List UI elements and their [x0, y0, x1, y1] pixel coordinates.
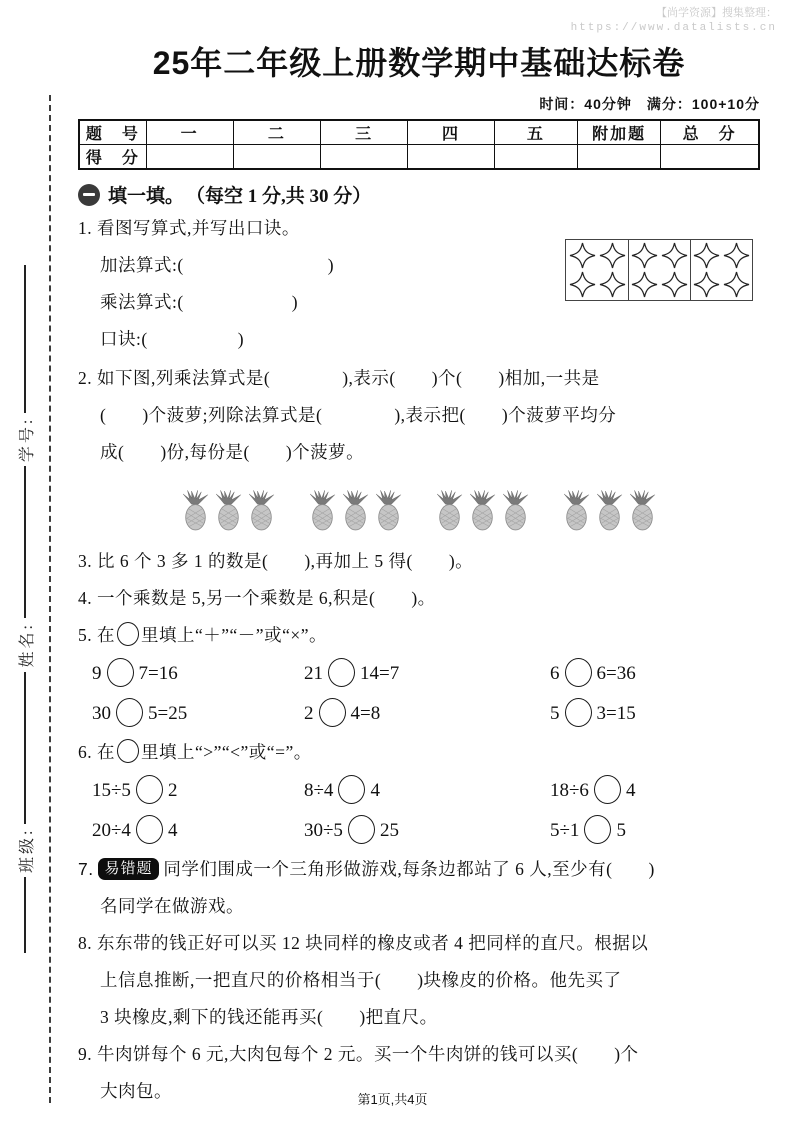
score-table-header-row	[79, 120, 759, 145]
section-one-circle-icon	[78, 184, 100, 206]
pineapple-icon	[562, 481, 591, 539]
question-5	[78, 617, 760, 654]
equation: 30÷5 25	[304, 811, 550, 851]
question-2-line1: 2. 如下图,列乘法算式是( ),表示( )个( )相加,一共是	[78, 368, 600, 388]
answer-circle-icon	[348, 815, 375, 844]
pineapple-group	[562, 481, 657, 539]
col-total: 总 分	[661, 120, 759, 145]
answer-circle-icon	[594, 775, 621, 804]
score-table-score-row	[79, 145, 759, 170]
pineapple-icon	[628, 481, 657, 539]
equation: 15÷5 2	[92, 771, 304, 811]
fill-circle-icon	[117, 622, 139, 646]
equation: 2 4=8	[304, 694, 550, 734]
question-7-line2: 名同学在做游戏。	[100, 896, 244, 916]
star-icon	[723, 271, 750, 298]
star-icon	[569, 271, 596, 298]
pineapple-icon	[501, 481, 530, 539]
student-id-blank-line	[24, 466, 26, 618]
question-6	[78, 734, 760, 771]
watermark-url: https://www.datalists.cn	[570, 22, 777, 34]
col-two: 二	[233, 120, 321, 145]
answer-circle-icon	[319, 698, 346, 727]
exam-page	[78, 8, 760, 1110]
student-info-sidebar	[6, 95, 44, 1103]
q6-suffix: 里填上“>”“<”或“=”。	[141, 742, 312, 762]
score-label-cell: 得 分	[79, 145, 146, 170]
page-footer: 第1页,共4页	[357, 1092, 428, 1107]
star-cell	[690, 240, 752, 300]
q5-equations-row2	[78, 694, 760, 734]
q5-suffix: 里填上“＋”“－”或“×”。	[141, 625, 327, 645]
time-score-meta: 时间：40分钟 满分：100+10分	[539, 96, 760, 112]
error-prone-badge: 易错题	[98, 858, 158, 880]
star-icon	[661, 242, 688, 269]
equation: 5÷1 5	[550, 811, 760, 851]
q1-koujue-blank: 口诀:( )	[100, 329, 245, 349]
answer-circle-icon	[338, 775, 365, 804]
pineapple-icon	[468, 481, 497, 539]
equation: 20÷4 4	[92, 811, 304, 851]
pineapple-group	[435, 481, 530, 539]
q7-text: 同学们围成一个三角形做游戏,每条边都站了 6 人,至少有( )	[163, 859, 655, 879]
answer-circle-icon	[107, 658, 134, 687]
page-title: 25年二年级上册数学期中基础达标卷	[152, 45, 686, 81]
name-label: 姓名:	[18, 622, 36, 668]
name-blank-line	[24, 672, 26, 824]
question-4: 4. 一个乘数是 5,另一个乘数是 6,积是( )。	[78, 588, 436, 608]
question-7-line1	[78, 851, 760, 888]
pineapple-icon	[341, 481, 370, 539]
star-icon	[693, 271, 720, 298]
col-question-no: 题 号	[79, 120, 146, 145]
top-blank-line	[24, 265, 26, 413]
score-cell	[233, 145, 321, 170]
answer-circle-icon	[328, 658, 355, 687]
pineapple-icon	[435, 481, 464, 539]
question-8-line1: 8. 东东带的钱正好可以买 12 块同样的橡皮或者 4 把同样的直尺。根据以	[78, 933, 649, 953]
star-icon	[661, 271, 688, 298]
student-id-label: 学号:	[18, 416, 36, 463]
class-label: 班级:	[18, 827, 36, 873]
class-blank-line	[24, 877, 26, 953]
score-cell	[661, 145, 759, 170]
score-cell	[494, 145, 577, 170]
pineapple-icon	[214, 481, 243, 539]
score-cell	[146, 145, 233, 170]
equation: 30 5=25	[92, 694, 304, 734]
pineapple-icon	[595, 481, 624, 539]
star-icon	[693, 242, 720, 269]
answer-circle-icon	[136, 815, 163, 844]
col-one: 一	[146, 120, 233, 145]
star-icon	[569, 242, 596, 269]
pineapple-icon	[308, 481, 337, 539]
star-icon	[723, 242, 750, 269]
section-1-header	[78, 181, 760, 208]
score-table	[78, 119, 760, 170]
section-1-note: （每空 1 分,共 30 分）	[186, 186, 372, 207]
equation: 9 7=16	[92, 654, 304, 694]
pineapple-group	[308, 481, 403, 539]
dashed-cut-line	[49, 95, 51, 1103]
star-cell	[566, 240, 628, 300]
col-three: 三	[321, 120, 408, 145]
pineapple-icon	[181, 481, 210, 539]
q1-addition-blank: 加法算式:( )	[100, 255, 335, 275]
pineapple-icon	[374, 481, 403, 539]
col-five: 五	[494, 120, 577, 145]
answer-circle-icon	[584, 815, 611, 844]
q6-prefix: 6. 在	[78, 742, 115, 762]
q5-equations-row1	[78, 654, 760, 694]
star-icon	[599, 242, 626, 269]
question-1: 1. 看图写算式,并写出口诀。	[78, 218, 300, 238]
q5-prefix: 5. 在	[78, 625, 115, 645]
equation: 18÷6 4	[550, 771, 760, 811]
answer-circle-icon	[565, 658, 592, 687]
question-3: 3. 比 6 个 3 多 1 的数是( ),再加上 5 得( )。	[78, 551, 474, 571]
equation: 8÷4 4	[304, 771, 550, 811]
question-9-line1: 9. 牛肉饼每个 6 元,大肉包每个 2 元。买一个牛肉饼的钱可以买( )个	[78, 1044, 639, 1064]
equation: 6 6=36	[550, 654, 760, 694]
q7-number: 7.	[78, 859, 94, 879]
answer-circle-icon	[136, 775, 163, 804]
star-icon	[631, 271, 658, 298]
score-cell	[321, 145, 408, 170]
pineapple-icon	[247, 481, 276, 539]
star-diagram	[565, 239, 753, 301]
score-cell	[408, 145, 495, 170]
fill-circle-icon	[117, 739, 139, 763]
question-2-line2: ( )个菠萝;列除法算式是( ),表示把( )个菠萝平均分	[100, 405, 617, 425]
equation: 5 3=15	[550, 694, 760, 734]
watermark-source: 【尚学资源】搜集整理：	[656, 7, 777, 19]
star-cell	[628, 240, 690, 300]
question-8-line3: 3 块橡皮,剩下的钱还能再买( )把直尺。	[100, 1007, 438, 1027]
col-bonus: 附加题	[577, 120, 661, 145]
q1-multiplication-blank: 乘法算式:( )	[100, 292, 299, 312]
answer-circle-icon	[116, 698, 143, 727]
question-9-line2: 大肉包。	[100, 1081, 172, 1101]
answer-circle-icon	[565, 698, 592, 727]
star-icon	[631, 242, 658, 269]
col-four: 四	[408, 120, 495, 145]
star-icon	[599, 271, 626, 298]
score-cell	[577, 145, 661, 170]
equation: 21 14=7	[304, 654, 550, 694]
pineapple-illustration	[78, 477, 760, 539]
question-2-line3: 成( )份,每份是( )个菠萝。	[100, 442, 365, 462]
q6-equations-row1	[78, 771, 760, 811]
section-1-title: 填一填。	[108, 186, 185, 207]
pineapple-group	[181, 481, 276, 539]
question-8-line2: 上信息推断,一把直尺的价格相当于( )块橡皮的价格。他先买了	[100, 970, 622, 990]
q6-equations-row2	[78, 811, 760, 851]
